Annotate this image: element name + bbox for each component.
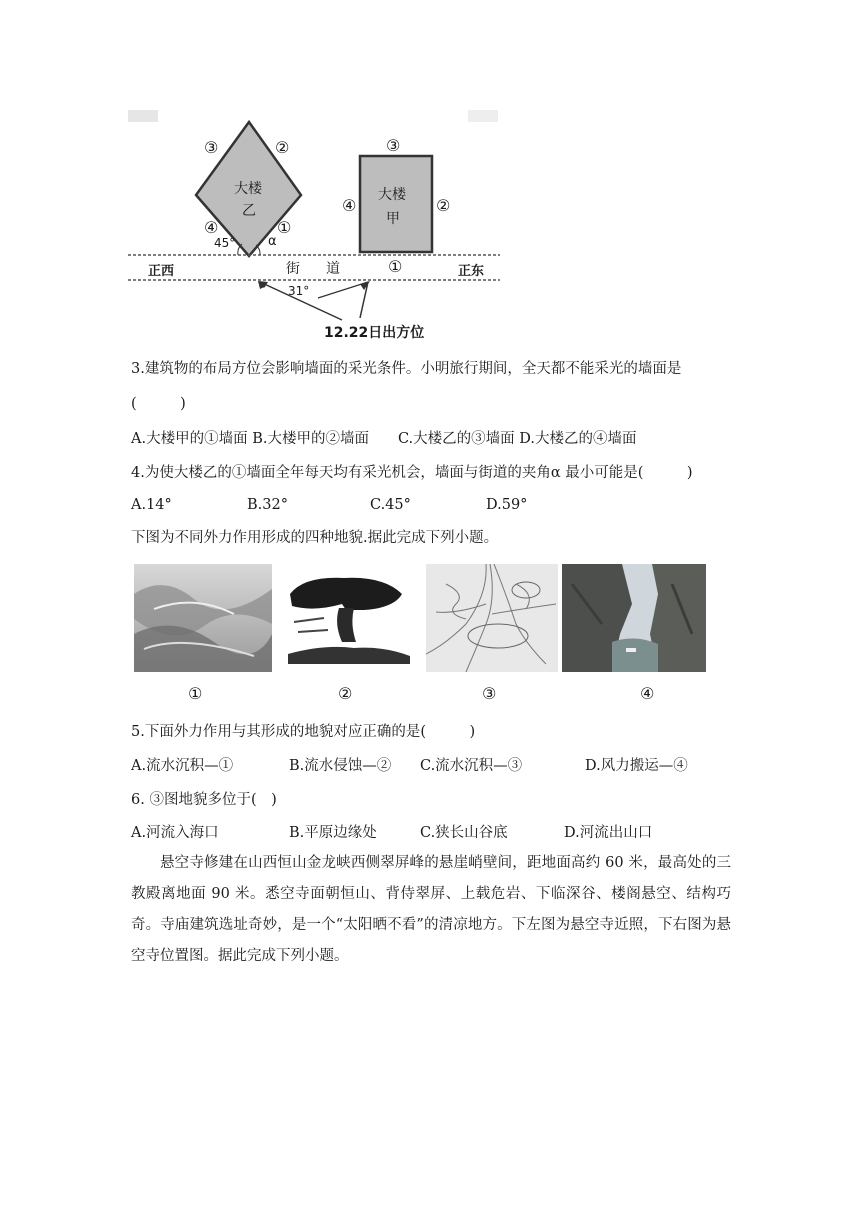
q4-stem: 4.为使大楼乙的①墙面全年每天均有采光机会，墙面与街道的夹角α 最小可能是( ) <box>131 465 693 481</box>
east-label: 正东 <box>458 264 485 279</box>
wall-label-3-b: ③ <box>204 138 219 157</box>
q5-option-b: B.流水侵蚀—② <box>289 758 392 774</box>
q5-option-c: C.流水沉积—③ <box>420 758 523 774</box>
landform-image-1-dunes <box>134 564 272 672</box>
building-a-label-1: 大楼 <box>378 187 406 203</box>
alpha-label: α <box>268 234 277 249</box>
street-char-1: 街 <box>286 261 300 277</box>
q5-option-a: A.流水沉积—① <box>131 758 234 774</box>
figure-label-1: ① <box>188 684 203 703</box>
q6-option-a: A.河流入海口 <box>131 825 219 841</box>
q6-option-d: D.河流出山口 <box>564 825 653 841</box>
q3-stem: 3.建筑物的布局方位会影响墙面的采光条件。小明旅行期间，全天都不能采光的墙面是 <box>131 361 682 377</box>
figure-label-4: ④ <box>640 684 655 703</box>
building-a-label-2: 甲 <box>386 211 400 227</box>
wall-label-2-a: ② <box>436 196 451 215</box>
landform-image-4-gorge <box>562 564 706 672</box>
q4-option-a: A.14° <box>131 497 172 513</box>
q4-option-c: C.45° <box>370 497 411 513</box>
street-char-2: 道 <box>326 261 340 277</box>
landform-image-2-mushroom-rock <box>284 564 414 672</box>
angle-31-label: 31° <box>288 284 310 298</box>
q4-option-b: B.32° <box>247 497 288 513</box>
xuankong-temple-passage: 悬空寺修建在山西恒山金龙峡西侧翠屏峰的悬崖峭壁间，距地面高约 60 米，最高处的三教殿离地面 90 米。悉空寺面朝恒山、背侍翠屏、上载危岩、下临深谷、楼阁悬空、结构巧奇。寺庙建筑选址奇妙，是一个“太阳晒不看”的清凉地方。下左图为悬空寺近照，下右图为悬空寺位置图。据此完成下列小题。 <box>131 855 731 964</box>
q5-option-d: D.风力搬运—④ <box>585 758 688 774</box>
q3-options: A.大楼甲的①墙面 B.大楼甲的②墙面 C.大楼乙的③墙面 D.大楼乙的④墙面 <box>131 431 637 447</box>
q4-option-d: D.59° <box>486 497 528 513</box>
landform-image-3-alluvial-fan <box>426 564 558 672</box>
wall-label-1-street: ① <box>388 257 403 276</box>
figure-label-3: ③ <box>482 684 497 703</box>
q3-paren: ( ) <box>131 396 186 412</box>
sunrise-label: 12.22日出方位 <box>324 325 425 341</box>
figure-label-2: ② <box>338 684 353 703</box>
building-a-shape <box>360 156 432 252</box>
wall-label-4-b: ④ <box>204 218 219 237</box>
building-b-label-2: 乙 <box>242 203 256 219</box>
building-b-label-1: 大楼 <box>234 181 262 197</box>
q5-stem: 5.下面外力作用与其形成的地貌对应正确的是( ) <box>131 724 476 740</box>
wall-label-4-a: ④ <box>342 196 357 215</box>
angle-45-label: 45° <box>214 236 236 250</box>
building-orientation-diagram <box>128 100 508 350</box>
q6-option-b: B.平原边缘处 <box>289 825 377 841</box>
west-label: 正西 <box>148 264 175 279</box>
q6-option-c: C.狭长山谷底 <box>420 825 508 841</box>
diagram-svg <box>128 100 508 350</box>
wall-label-2-b: ② <box>275 138 290 157</box>
wall-label-3-a: ③ <box>386 136 401 155</box>
q6-stem: 6. ③图地貌多位于( ) <box>131 792 277 808</box>
landform-intro: 下图为不同外力作用形成的四种地貌.据此完成下列小题。 <box>131 530 499 546</box>
wall-label-1-b: ① <box>277 218 292 237</box>
